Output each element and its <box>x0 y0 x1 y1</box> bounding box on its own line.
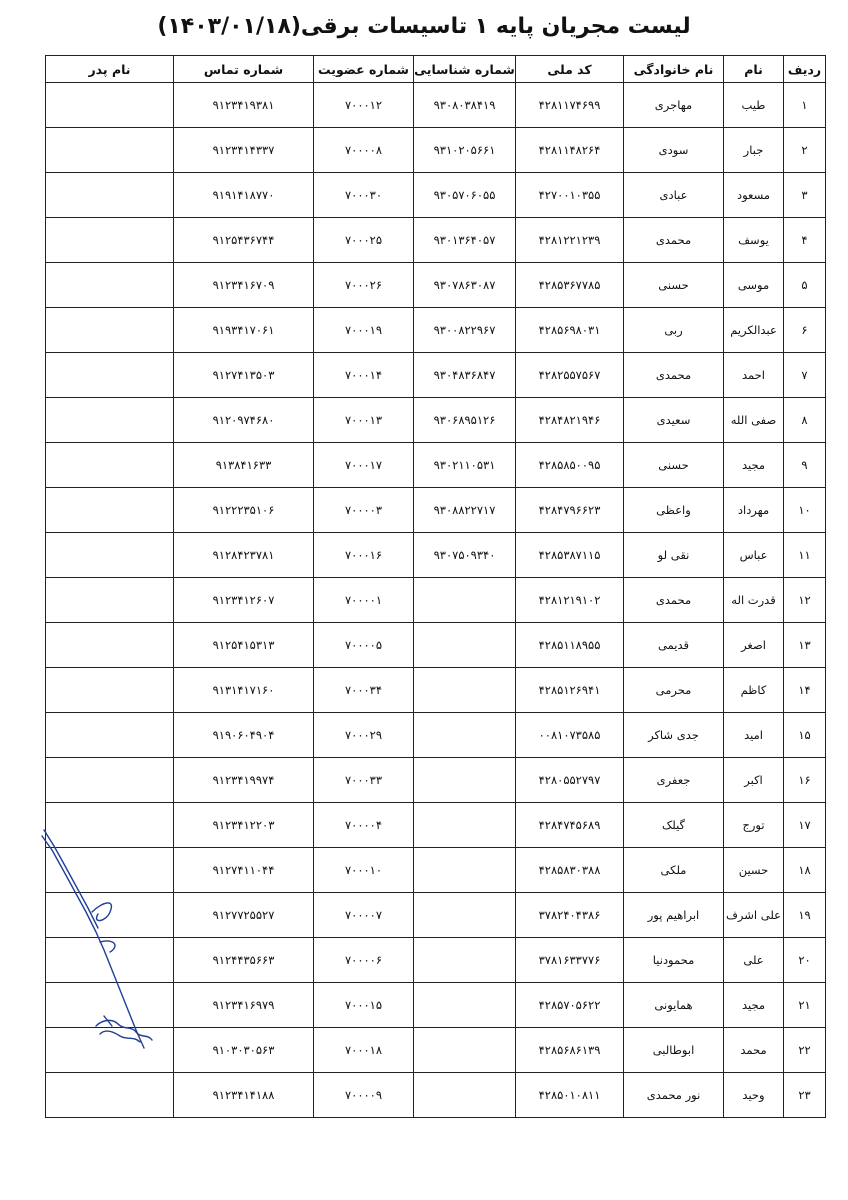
father-name-cell <box>46 983 174 1028</box>
last-name-cell: گیلک <box>624 803 724 848</box>
row-number-cell: ۱۸ <box>784 848 826 893</box>
id-number-cell <box>414 578 516 623</box>
membership-cell: ۷۰۰۰۲۶ <box>314 263 414 308</box>
membership-cell: ۷۰۰۰۰۳ <box>314 488 414 533</box>
national-code-cell: ۴۲۸۵۳۶۷۷۸۵ <box>516 263 624 308</box>
membership-cell: ۷۰۰۰۱۲ <box>314 83 414 128</box>
row-number-cell: ۷ <box>784 353 826 398</box>
id-number-cell <box>414 1028 516 1073</box>
row-number-cell: ۲۱ <box>784 983 826 1028</box>
first-name-cell: علی اشرف <box>724 893 784 938</box>
row-number-cell: ۱ <box>784 83 826 128</box>
membership-cell: ۷۰۰۰۳۳ <box>314 758 414 803</box>
national-code-cell: ۴۲۸۱۱۴۸۲۶۴ <box>516 128 624 173</box>
last-name-cell: حسنی <box>624 263 724 308</box>
id-number-cell: ۹۳۰۵۷۰۶۰۵۵ <box>414 173 516 218</box>
membership-cell: ۷۰۰۰۱۸ <box>314 1028 414 1073</box>
phone-cell: ۹۱۲۳۴۱۲۶۰۷ <box>174 578 314 623</box>
father-name-cell <box>46 1028 174 1073</box>
phone-cell: ۹۱۲۵۴۱۵۳۱۳ <box>174 623 314 668</box>
father-name-cell <box>46 173 174 218</box>
page-title: لیست مجریان پایه ۱ تاسیسات برقی(۱۴۰۳/۰۱/۱۸) <box>157 14 691 39</box>
membership-cell: ۷۰۰۰۳۴ <box>314 668 414 713</box>
last-name-cell: ابراهیم پور <box>624 893 724 938</box>
membership-cell: ۷۰۰۰۰۸ <box>314 128 414 173</box>
membership-cell: ۷۰۰۰۰۴ <box>314 803 414 848</box>
table-row <box>46 218 826 263</box>
table-row <box>46 713 826 758</box>
id-number-cell: ۹۳۰۸۰۳۸۴۱۹ <box>414 83 516 128</box>
row-number-cell: ۱۶ <box>784 758 826 803</box>
father-name-cell <box>46 803 174 848</box>
father-name-cell <box>46 623 174 668</box>
last-name-cell: عبادی <box>624 173 724 218</box>
first-name-cell: جبار <box>724 128 784 173</box>
header-last-name: نام خانوادگی <box>624 56 724 83</box>
phone-cell: ۹۱۲۳۴۱۹۹۷۴ <box>174 758 314 803</box>
phone-cell: ۹۱۲۳۴۱۲۲۰۳ <box>174 803 314 848</box>
father-name-cell <box>46 758 174 803</box>
last-name-cell: محمودنیا <box>624 938 724 983</box>
row-number-cell: ۱۱ <box>784 533 826 578</box>
membership-cell: ۷۰۰۰۱۶ <box>314 533 414 578</box>
phone-cell: ۹۱۲۳۴۱۶۹۷۹ <box>174 983 314 1028</box>
national-code-cell: ۰۰۸۱۰۷۳۵۸۵ <box>516 713 624 758</box>
phone-cell: ۹۱۳۸۴۱۶۳۳ <box>174 443 314 488</box>
phone-cell: ۹۱۲۷۴۱۳۵۰۳ <box>174 353 314 398</box>
table-header-row <box>46 56 826 83</box>
father-name-cell <box>46 848 174 893</box>
last-name-cell: ابوطالبی <box>624 1028 724 1073</box>
phone-cell: ۹۱۰۳۰۳۰۵۶۳ <box>174 1028 314 1073</box>
table-body <box>46 83 826 1118</box>
membership-cell: ۷۰۰۰۱۷ <box>314 443 414 488</box>
row-number-cell: ۲۳ <box>784 1073 826 1118</box>
first-name-cell: قدرت اله <box>724 578 784 623</box>
last-name-cell: محرمی <box>624 668 724 713</box>
id-number-cell: ۹۳۰۷۵۰۹۳۴۰ <box>414 533 516 578</box>
membership-cell: ۷۰۰۰۱۹ <box>314 308 414 353</box>
id-number-cell: ۹۳۰۶۸۹۵۱۲۶ <box>414 398 516 443</box>
father-name-cell <box>46 218 174 263</box>
national-code-cell: ۴۲۸۵۱۱۸۹۵۵ <box>516 623 624 668</box>
national-code-cell: ۴۲۸۵۶۹۸۰۳۱ <box>516 308 624 353</box>
id-number-cell <box>414 668 516 713</box>
id-number-cell: ۹۳۰۰۸۲۲۹۶۷ <box>414 308 516 353</box>
phone-cell: ۹۱۹۱۴۱۸۷۷۰ <box>174 173 314 218</box>
table-row <box>46 758 826 803</box>
row-number-cell: ۶ <box>784 308 826 353</box>
national-code-cell: ۴۲۸۵۸۳۰۳۸۸ <box>516 848 624 893</box>
table-row <box>46 488 826 533</box>
membership-cell: ۷۰۰۰۲۹ <box>314 713 414 758</box>
header-father-name: نام پدر <box>46 56 174 83</box>
last-name-cell: محمدی <box>624 578 724 623</box>
phone-cell: ۹۱۲۷۷۲۵۵۲۷ <box>174 893 314 938</box>
national-code-cell: ۴۲۷۰۰۱۰۳۵۵ <box>516 173 624 218</box>
id-number-cell <box>414 893 516 938</box>
phone-cell: ۹۱۲۵۴۳۶۷۴۴ <box>174 218 314 263</box>
first-name-cell: اصغر <box>724 623 784 668</box>
father-name-cell <box>46 893 174 938</box>
row-number-cell: ۱۳ <box>784 623 826 668</box>
father-name-cell <box>46 488 174 533</box>
header-membership: شماره عضویت <box>314 56 414 83</box>
row-number-cell: ۴ <box>784 218 826 263</box>
id-number-cell <box>414 848 516 893</box>
father-name-cell <box>46 443 174 488</box>
last-name-cell: جدی شاکر <box>624 713 724 758</box>
last-name-cell: محمدی <box>624 353 724 398</box>
table-row <box>46 668 826 713</box>
membership-cell: ۷۰۰۰۰۵ <box>314 623 414 668</box>
last-name-cell: قدیمی <box>624 623 724 668</box>
table-row <box>46 803 826 848</box>
phone-cell: ۹۱۲۲۲۳۵۱۰۶ <box>174 488 314 533</box>
id-number-cell <box>414 983 516 1028</box>
phone-cell: ۹۱۲۴۴۳۵۶۶۳ <box>174 938 314 983</box>
header-row-number: ردیف <box>784 56 826 83</box>
membership-cell: ۷۰۰۰۰۷ <box>314 893 414 938</box>
last-name-cell: نور محمدی <box>624 1073 724 1118</box>
id-number-cell: ۹۳۱۰۲۰۵۶۶۱ <box>414 128 516 173</box>
membership-cell: ۷۰۰۰۱۵ <box>314 983 414 1028</box>
id-number-cell <box>414 758 516 803</box>
table-row <box>46 533 826 578</box>
national-code-cell: ۴۲۸۱۲۲۱۲۳۹ <box>516 218 624 263</box>
first-name-cell: عباس <box>724 533 784 578</box>
first-name-cell: مسعود <box>724 173 784 218</box>
table-row <box>46 173 826 218</box>
last-name-cell: مهاجری <box>624 83 724 128</box>
table-row <box>46 308 826 353</box>
first-name-cell: تورج <box>724 803 784 848</box>
membership-cell: ۷۰۰۰۱۴ <box>314 353 414 398</box>
phone-cell: ۹۱۲۳۴۱۴۳۳۷ <box>174 128 314 173</box>
national-code-cell: ۴۲۸۱۱۷۴۶۹۹ <box>516 83 624 128</box>
row-number-cell: ۸ <box>784 398 826 443</box>
last-name-cell: جعفری <box>624 758 724 803</box>
row-number-cell: ۵ <box>784 263 826 308</box>
national-code-cell: ۴۲۸۴۷۴۵۶۸۹ <box>516 803 624 848</box>
first-name-cell: مجید <box>724 443 784 488</box>
id-number-cell: ۹۳۰۴۸۳۶۸۴۷ <box>414 353 516 398</box>
first-name-cell: محمد <box>724 1028 784 1073</box>
id-number-cell: ۹۳۰۷۸۶۳۰۸۷ <box>414 263 516 308</box>
national-code-cell: ۴۲۸۵۸۵۰۰۹۵ <box>516 443 624 488</box>
national-code-cell: ۴۲۸۲۵۵۷۵۶۷ <box>516 353 624 398</box>
national-code-cell: ۴۲۸۴۸۲۱۹۴۶ <box>516 398 624 443</box>
table-row <box>46 443 826 488</box>
first-name-cell: احمد <box>724 353 784 398</box>
table-row <box>46 623 826 668</box>
table-row <box>46 893 826 938</box>
header-first-name: نام <box>724 56 784 83</box>
membership-cell: ۷۰۰۰۰۶ <box>314 938 414 983</box>
row-number-cell: ۱۷ <box>784 803 826 848</box>
national-code-cell: ۴۲۸۵۶۸۶۱۳۹ <box>516 1028 624 1073</box>
table-row <box>46 983 826 1028</box>
last-name-cell: سعیدی <box>624 398 724 443</box>
row-number-cell: ۲۲ <box>784 1028 826 1073</box>
id-number-cell <box>414 1073 516 1118</box>
membership-cell: ۷۰۰۰۰۹ <box>314 1073 414 1118</box>
phone-cell: ۹۱۲۳۴۱۶۷۰۹ <box>174 263 314 308</box>
row-number-cell: ۱۰ <box>784 488 826 533</box>
membership-cell: ۷۰۰۰۱۰ <box>314 848 414 893</box>
table-row <box>46 938 826 983</box>
first-name-cell: صفی الله <box>724 398 784 443</box>
father-name-cell <box>46 353 174 398</box>
id-number-cell: ۹۳۰۱۳۶۴۰۵۷ <box>414 218 516 263</box>
father-name-cell <box>46 578 174 623</box>
phone-cell: ۹۱۲۳۴۱۹۳۸۱ <box>174 83 314 128</box>
national-code-cell: ۴۲۸۵۰۱۰۸۱۱ <box>516 1073 624 1118</box>
membership-cell: ۷۰۰۰۲۵ <box>314 218 414 263</box>
first-name-cell: یوسف <box>724 218 784 263</box>
first-name-cell: حسین <box>724 848 784 893</box>
first-name-cell: عبدالکریم <box>724 308 784 353</box>
national-code-cell: ۴۲۸۰۵۵۲۷۹۷ <box>516 758 624 803</box>
last-name-cell: محمدی <box>624 218 724 263</box>
first-name-cell: مهرداد <box>724 488 784 533</box>
father-name-cell <box>46 398 174 443</box>
father-name-cell <box>46 1073 174 1118</box>
first-name-cell: مجید <box>724 983 784 1028</box>
row-number-cell: ۱۵ <box>784 713 826 758</box>
row-number-cell: ۱۴ <box>784 668 826 713</box>
national-code-cell: ۳۷۸۱۶۳۳۷۷۶ <box>516 938 624 983</box>
header-national-code: کد ملی <box>516 56 624 83</box>
phone-cell: ۹۱۲۰۹۷۴۶۸۰ <box>174 398 314 443</box>
national-code-cell: ۴۲۸۵۱۲۶۹۴۱ <box>516 668 624 713</box>
table-row <box>46 398 826 443</box>
last-name-cell: نقی لو <box>624 533 724 578</box>
last-name-cell: ربی <box>624 308 724 353</box>
last-name-cell: واعظی <box>624 488 724 533</box>
first-name-cell: وحید <box>724 1073 784 1118</box>
membership-cell: ۷۰۰۰۱۳ <box>314 398 414 443</box>
phone-cell: ۹۱۳۱۴۱۷۱۶۰ <box>174 668 314 713</box>
id-number-cell: ۹۳۰۲۱۱۰۵۳۱ <box>414 443 516 488</box>
father-name-cell <box>46 713 174 758</box>
phone-cell: ۹۱۲۷۴۱۱۰۴۴ <box>174 848 314 893</box>
id-number-cell <box>414 623 516 668</box>
phone-cell: ۹۱۹۳۴۱۷۰۶۱ <box>174 308 314 353</box>
contractors-table <box>45 55 826 1118</box>
table-row <box>46 578 826 623</box>
first-name-cell: اکبر <box>724 758 784 803</box>
national-code-cell: ۴۲۸۵۷۰۵۶۲۲ <box>516 983 624 1028</box>
father-name-cell <box>46 938 174 983</box>
father-name-cell <box>46 128 174 173</box>
phone-cell: ۹۱۲۸۴۲۳۷۸۱ <box>174 533 314 578</box>
national-code-cell: ۳۷۸۲۴۰۴۳۸۶ <box>516 893 624 938</box>
table-row <box>46 1073 826 1118</box>
father-name-cell <box>46 83 174 128</box>
first-name-cell: امید <box>724 713 784 758</box>
row-number-cell: ۳ <box>784 173 826 218</box>
id-number-cell <box>414 713 516 758</box>
table-row <box>46 128 826 173</box>
first-name-cell: طیب <box>724 83 784 128</box>
row-number-cell: ۲۰ <box>784 938 826 983</box>
row-number-cell: ۹ <box>784 443 826 488</box>
national-code-cell: ۴۲۸۴۷۹۶۶۲۳ <box>516 488 624 533</box>
national-code-cell: ۴۲۸۱۲۱۹۱۰۲ <box>516 578 624 623</box>
row-number-cell: ۱۹ <box>784 893 826 938</box>
table-row <box>46 353 826 398</box>
table-row <box>46 1028 826 1073</box>
first-name-cell: موسی <box>724 263 784 308</box>
father-name-cell <box>46 533 174 578</box>
membership-cell: ۷۰۰۰۳۰ <box>314 173 414 218</box>
first-name-cell: علی <box>724 938 784 983</box>
header-phone: شماره تماس <box>174 56 314 83</box>
header-id-number: شماره شناسایی <box>414 56 516 83</box>
row-number-cell: ۲ <box>784 128 826 173</box>
id-number-cell <box>414 938 516 983</box>
last-name-cell: همایونی <box>624 983 724 1028</box>
national-code-cell: ۴۲۸۵۳۸۷۱۱۵ <box>516 533 624 578</box>
father-name-cell <box>46 308 174 353</box>
father-name-cell <box>46 668 174 713</box>
table-row <box>46 848 826 893</box>
membership-cell: ۷۰۰۰۰۱ <box>314 578 414 623</box>
last-name-cell: حسنی <box>624 443 724 488</box>
last-name-cell: ملکی <box>624 848 724 893</box>
table-row <box>46 83 826 128</box>
row-number-cell: ۱۲ <box>784 578 826 623</box>
id-number-cell <box>414 803 516 848</box>
table-row <box>46 263 826 308</box>
first-name-cell: کاظم <box>724 668 784 713</box>
id-number-cell: ۹۳۰۸۸۲۲۷۱۷ <box>414 488 516 533</box>
phone-cell: ۹۱۹۰۶۰۴۹۰۴ <box>174 713 314 758</box>
father-name-cell <box>46 263 174 308</box>
last-name-cell: سودی <box>624 128 724 173</box>
phone-cell: ۹۱۲۳۴۱۴۱۸۸ <box>174 1073 314 1118</box>
